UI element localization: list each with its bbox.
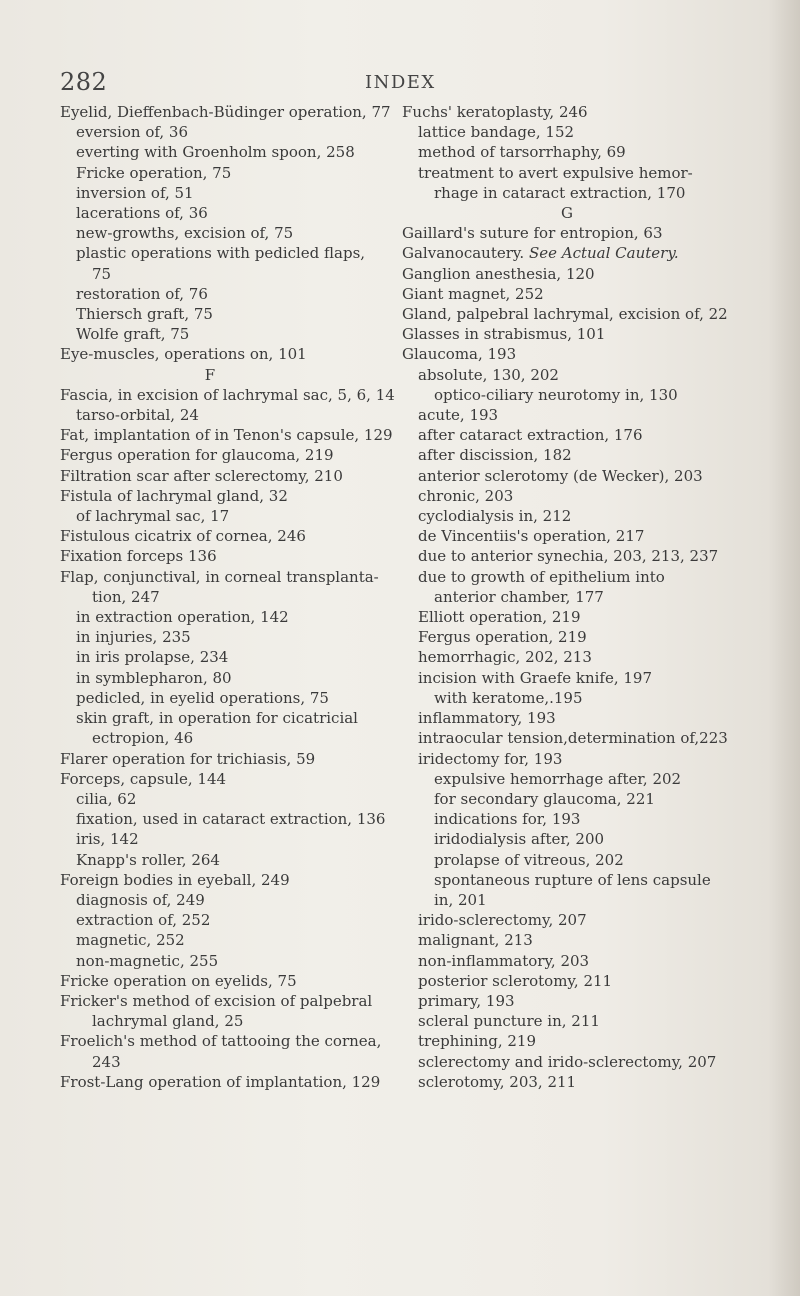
entry-text: Fergus operation, 219 bbox=[418, 628, 587, 647]
index-entry bbox=[402, 304, 772, 324]
entry-text: lacerations of, 36 bbox=[76, 204, 208, 223]
index-subentry bbox=[402, 607, 772, 627]
index-subentry bbox=[60, 627, 400, 647]
index-subentry bbox=[60, 243, 400, 263]
index-subentry bbox=[402, 870, 772, 890]
index-subentry bbox=[60, 284, 400, 304]
entry-text: Eye-muscles, operations on, 101 bbox=[60, 345, 307, 364]
index-entry bbox=[60, 445, 400, 465]
entry-text: Eyelid, Dieffenbach-Büdinger operation, 77 bbox=[60, 103, 391, 121]
entry-text: trephining, 219 bbox=[418, 1032, 537, 1051]
index-entry bbox=[402, 243, 772, 263]
index-subentry bbox=[60, 223, 400, 243]
entry-text: acute, 193 bbox=[418, 406, 499, 425]
entry-text: eversion of, 36 bbox=[76, 123, 189, 142]
entry-text: with keratome,.195 bbox=[434, 688, 583, 707]
index-subentry bbox=[402, 910, 772, 930]
index-subentry bbox=[60, 809, 400, 829]
index-subentry bbox=[60, 688, 400, 708]
entry-text: rhage in cataract extraction, 170 bbox=[434, 183, 686, 202]
index-subentry bbox=[402, 466, 772, 486]
entry-text: after discission, 182 bbox=[418, 446, 572, 465]
index-subentry bbox=[60, 647, 400, 667]
index-subentry bbox=[60, 405, 400, 425]
entry-text: inflammatory, 193 bbox=[418, 709, 556, 728]
entry-text: Frost-Lang operation of implantation, 129 bbox=[60, 1072, 381, 1091]
entry-text: Flarer operation for trichiasis, 59 bbox=[60, 749, 316, 768]
entry-text: restoration of, 76 bbox=[76, 284, 208, 303]
index-subentry bbox=[60, 668, 400, 688]
entry-text: anterior sclerotomy (de Wecker), 203 bbox=[418, 466, 703, 485]
entry-text: plastic operations with pedicled flaps, bbox=[76, 244, 366, 263]
index-subentry bbox=[402, 506, 772, 526]
entry-text: Flap, conjunctival, in corneal transplanta- bbox=[60, 567, 379, 586]
entry-text: expulsive hemorrhage after, 202 bbox=[434, 769, 682, 788]
index-entry bbox=[402, 324, 772, 344]
index-subentry bbox=[402, 668, 772, 688]
index-subentry bbox=[402, 809, 772, 829]
entry-text: in extraction operation, 142 bbox=[76, 608, 289, 627]
index-subentry bbox=[402, 163, 772, 183]
index-subentry bbox=[402, 425, 772, 445]
index-subentry bbox=[402, 627, 772, 647]
index-subentry bbox=[60, 910, 400, 930]
index-subentry bbox=[402, 991, 772, 1011]
index-subentry bbox=[60, 951, 400, 971]
index-subentry bbox=[402, 1031, 772, 1051]
index-subentry bbox=[60, 587, 400, 607]
entry-text: skin graft, in operation for cicatricial bbox=[76, 709, 358, 728]
index-entry bbox=[60, 466, 400, 486]
entry-text: in injuries, 235 bbox=[76, 628, 191, 647]
entry-text: Gland, palpebral lachrymal, excision of, 22 bbox=[402, 305, 728, 324]
entry-text: Galvanocautery. bbox=[402, 244, 525, 263]
index-subentry bbox=[60, 1052, 400, 1072]
index-subentry bbox=[60, 728, 400, 748]
entry-text: lattice bandage, 152 bbox=[418, 123, 575, 142]
index-subentry bbox=[60, 607, 400, 627]
index-subentry bbox=[402, 1011, 772, 1031]
entry-text: intraocular tension,determination of,223 bbox=[418, 729, 728, 748]
index-entry bbox=[60, 1031, 400, 1051]
entry-text: irido-sclerectomy, 207 bbox=[418, 911, 587, 930]
entry-text: anterior chamber, 177 bbox=[434, 587, 604, 606]
entry-text: Fergus operation for glaucoma, 219 bbox=[60, 446, 334, 465]
index-subentry bbox=[60, 264, 400, 284]
index-subentry bbox=[402, 567, 772, 587]
index-entry bbox=[402, 102, 772, 122]
entry-text: scleral puncture in, 211 bbox=[418, 1012, 600, 1031]
entry-text: after cataract extraction, 176 bbox=[418, 426, 643, 445]
entry-text: Fuchs' keratoplasty, 246 bbox=[402, 103, 588, 121]
index-subentry bbox=[60, 304, 400, 324]
entry-text: sclerectomy and irido-sclerectomy, 207 bbox=[418, 1052, 717, 1071]
entry-text: for secondary glaucoma, 221 bbox=[434, 789, 655, 808]
entry-text: non-magnetic, 255 bbox=[76, 951, 219, 970]
entry-text: iris, 142 bbox=[76, 830, 139, 849]
entry-text: new-growths, excision of, 75 bbox=[76, 224, 294, 243]
entry-text: Froelich's method of tattooing the cornea, bbox=[60, 1032, 382, 1051]
index-subentry bbox=[60, 829, 400, 849]
entry-text: Fricke operation on eyelids, 75 bbox=[60, 971, 297, 990]
entry-text: chronic, 203 bbox=[418, 486, 514, 505]
index-subentry bbox=[402, 890, 772, 910]
index-column-right bbox=[402, 102, 772, 1092]
entry-text: 75 bbox=[92, 264, 112, 283]
index-subentry bbox=[402, 647, 772, 667]
entry-text: cyclodialysis in, 212 bbox=[418, 507, 572, 526]
index-subentry bbox=[402, 365, 772, 385]
index-subentry bbox=[402, 486, 772, 506]
entry-text: prolapse of vitreous, 202 bbox=[434, 850, 624, 869]
entry-text: Gaillard's suture for entropion, 63 bbox=[402, 224, 663, 243]
index-entry bbox=[402, 344, 772, 364]
index-entry bbox=[402, 264, 772, 284]
index-subentry bbox=[402, 546, 772, 566]
entry-text: posterior sclerotomy, 211 bbox=[418, 971, 613, 990]
entry-text: Fricker's method of excision of palpebral bbox=[60, 991, 373, 1010]
index-subentry bbox=[60, 789, 400, 809]
index-subentry bbox=[402, 445, 772, 465]
entry-text: de Vincentiis's operation, 217 bbox=[418, 527, 645, 546]
entry-text: primary, 193 bbox=[418, 991, 515, 1010]
entry-text: incision with Graefe knife, 197 bbox=[418, 668, 653, 687]
index-subentry bbox=[402, 122, 772, 142]
entry-text: extraction of, 252 bbox=[76, 911, 211, 930]
index-entry bbox=[402, 284, 772, 304]
index-subentry bbox=[60, 324, 400, 344]
entry-text: method of tarsorrhaphy, 69 bbox=[418, 143, 626, 162]
entry-text: in, 201 bbox=[434, 890, 487, 909]
index-subentry bbox=[402, 526, 772, 546]
index-subentry bbox=[402, 728, 772, 748]
index-subentry bbox=[402, 183, 772, 203]
page-header bbox=[60, 68, 750, 96]
index-subentry bbox=[402, 1072, 772, 1092]
entry-text: pedicled, in eyelid operations, 75 bbox=[76, 688, 329, 707]
entry-text: Elliott operation, 219 bbox=[418, 608, 581, 627]
entry-text: tion, 247 bbox=[92, 587, 160, 606]
index-entry bbox=[60, 385, 400, 405]
entry-text: diagnosis of, 249 bbox=[76, 890, 205, 909]
running-head: INDEX bbox=[365, 72, 436, 93]
entry-text: Fricke operation, 75 bbox=[76, 163, 232, 182]
index-entry bbox=[60, 526, 400, 546]
entry-text: cilia, 62 bbox=[76, 789, 137, 808]
index-entry bbox=[60, 971, 400, 991]
index-column-left bbox=[60, 102, 400, 1092]
index-entry bbox=[60, 546, 400, 566]
entry-text: malignant, 213 bbox=[418, 931, 533, 950]
index-subentry bbox=[402, 708, 772, 728]
index-subentry bbox=[60, 708, 400, 728]
index-subentry bbox=[60, 142, 400, 162]
entry-text: optico-ciliary neurotomy in, 130 bbox=[434, 385, 678, 404]
entry-text: ectropion, 46 bbox=[92, 729, 194, 748]
entry-text: hemorrhagic, 202, 213 bbox=[418, 648, 592, 667]
index-subentry bbox=[402, 142, 772, 162]
entry-text: Fistula of lachrymal gland, 32 bbox=[60, 486, 288, 505]
index-subentry bbox=[60, 183, 400, 203]
index-entry bbox=[60, 102, 400, 122]
entry-text: in symblepharon, 80 bbox=[76, 668, 232, 687]
index-subentry bbox=[402, 1052, 772, 1072]
index-entry bbox=[402, 223, 772, 243]
index-subentry bbox=[402, 951, 772, 971]
entry-text: Fistulous cicatrix of cornea, 246 bbox=[60, 527, 306, 546]
entry-text: absolute, 130, 202 bbox=[418, 365, 559, 384]
entry-text: magnetic, 252 bbox=[76, 931, 185, 950]
index-entry bbox=[60, 991, 400, 1011]
index-subentry bbox=[60, 930, 400, 950]
index-entry bbox=[60, 870, 400, 890]
entry-text: everting with Groenholm spoon, 258 bbox=[76, 143, 355, 162]
entry-text: treatment to avert expulsive hemor- bbox=[418, 163, 693, 182]
entry-text: indications for, 193 bbox=[434, 810, 581, 829]
section-letter: F bbox=[204, 365, 216, 384]
section-letter: G bbox=[561, 204, 573, 223]
entry-text: Thiersch graft, 75 bbox=[76, 305, 213, 324]
index-entry bbox=[60, 344, 400, 364]
entry-text: due to anterior synechia, 203, 213, 237 bbox=[418, 547, 719, 566]
index-subentry bbox=[402, 405, 772, 425]
entry-text: 243 bbox=[92, 1052, 121, 1071]
entry-text: Fascia, in excision of lachrymal sac, 5, 6, 14 bbox=[60, 385, 395, 404]
entry-text: tarso-orbital, 24 bbox=[76, 406, 199, 425]
index-subentry bbox=[60, 203, 400, 223]
entry-text: of lachrymal sac, 17 bbox=[76, 507, 230, 526]
entry-text: non-inflammatory, 203 bbox=[418, 951, 590, 970]
entry-text: Fat, implantation of in Tenon's capsule, 129 bbox=[60, 426, 393, 445]
index-entry bbox=[60, 1072, 400, 1092]
entry-text: due to growth of epithelium into bbox=[418, 567, 665, 586]
index-subentry bbox=[402, 789, 772, 809]
entry-text: iridectomy for, 193 bbox=[418, 749, 563, 768]
index-subentry bbox=[402, 971, 772, 991]
index-entry bbox=[60, 567, 400, 587]
page-number: 282 bbox=[60, 68, 108, 96]
index-subentry bbox=[402, 850, 772, 870]
index-subentry bbox=[402, 769, 772, 789]
entry-text: inversion of, 51 bbox=[76, 183, 194, 202]
index-subentry bbox=[60, 850, 400, 870]
index-entry bbox=[60, 769, 400, 789]
index-subentry bbox=[402, 829, 772, 849]
index-subentry bbox=[402, 930, 772, 950]
index-subentry bbox=[402, 749, 772, 769]
entry-text: Wolfe graft, 75 bbox=[76, 325, 190, 344]
entry-text: lachrymal gland, 25 bbox=[92, 1012, 244, 1031]
entry-text: Giant magnet, 252 bbox=[402, 284, 544, 303]
entry-text: in iris prolapse, 234 bbox=[76, 648, 229, 667]
index-subentry bbox=[60, 122, 400, 142]
index-subentry bbox=[60, 506, 400, 526]
index-subentry bbox=[60, 890, 400, 910]
entry-text: Filtration scar after sclerectomy, 210 bbox=[60, 466, 343, 485]
index-entry bbox=[60, 749, 400, 769]
index-entry bbox=[60, 486, 400, 506]
entry-text: fixation, used in cataract extraction, 136 bbox=[76, 810, 386, 829]
entry-text: Knapp's roller, 264 bbox=[76, 850, 220, 869]
index-subentry bbox=[60, 163, 400, 183]
entry-text: Fixation forceps 136 bbox=[60, 547, 217, 566]
entry-text: iridodialysis after, 200 bbox=[434, 830, 605, 849]
entry-text: Forceps, capsule, 144 bbox=[60, 769, 227, 788]
entry-text: Glaucoma, 193 bbox=[402, 345, 517, 364]
index-subentry bbox=[60, 1011, 400, 1031]
entry-text: Foreign bodies in eyeball, 249 bbox=[60, 870, 290, 889]
entry-text: spontaneous rupture of lens capsule bbox=[434, 870, 711, 889]
index-subentry bbox=[402, 385, 772, 405]
cross-reference: See Actual Cautery. bbox=[528, 244, 679, 263]
index-entry bbox=[60, 425, 400, 445]
index-subentry bbox=[402, 688, 772, 708]
entry-text: sclerotomy, 203, 211 bbox=[418, 1072, 577, 1091]
index-subentry bbox=[402, 587, 772, 607]
entry-text: Ganglion anesthesia, 120 bbox=[402, 264, 595, 283]
entry-text: Glasses in strabismus, 101 bbox=[402, 325, 606, 344]
